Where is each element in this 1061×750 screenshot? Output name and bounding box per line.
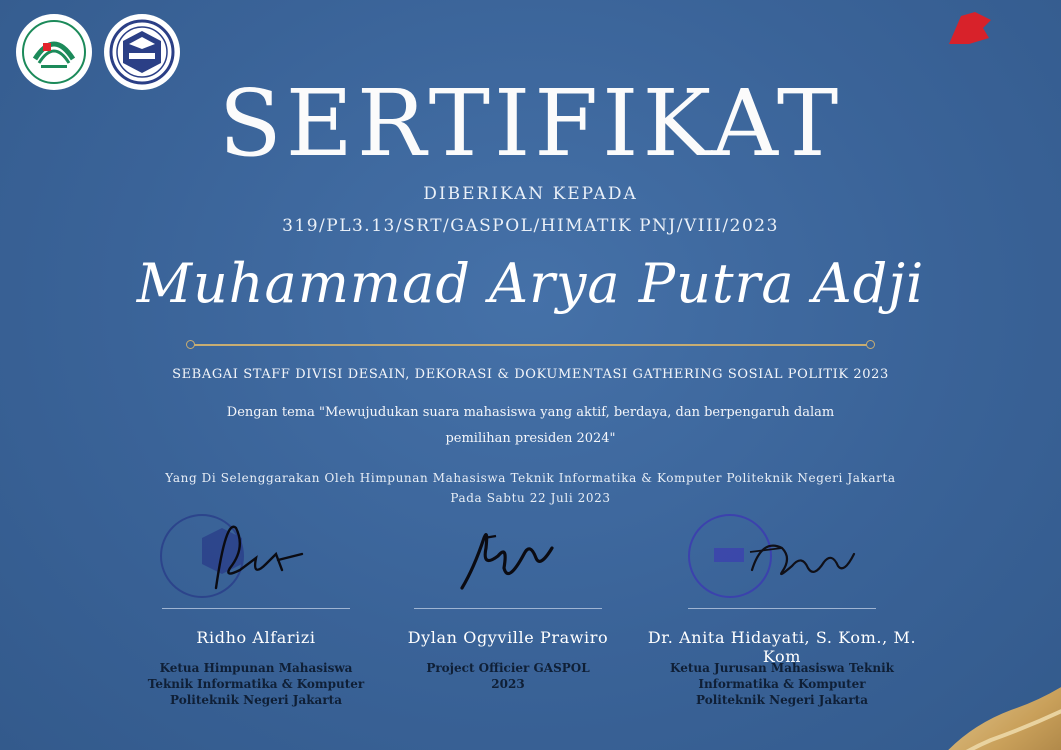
underline-dot-right [866, 340, 875, 349]
signature-scribble-icon [358, 508, 658, 604]
recipient-role: SEBAGAI STAFF DIVISI DESAIN, DEKORASI & DOKUMENTASI GATHERING SOSIAL POLITIK 2023 [172, 367, 889, 382]
signature-block-project-officer [358, 508, 658, 691]
signature-art [632, 508, 932, 604]
gaspol-logo [893, 8, 1043, 70]
signer-title: Ketua Jurusan Mahasiswa Teknik Informatika & Komputer Politeknik Negeri Jakarta [670, 661, 894, 707]
signature-line [162, 608, 350, 609]
name-underline [190, 344, 870, 346]
theme-line-2: pemilihan presiden 2024" [445, 431, 616, 446]
event-theme [180, 400, 881, 452]
underline-dot-left [186, 340, 195, 349]
signer-name: Dylan Ogyville Prawiro [407, 628, 609, 647]
gold-ribbon-decoration [861, 620, 1061, 750]
signature-scribble-icon [632, 508, 932, 604]
recipient-name: Muhammad Arya Putra Adji [136, 252, 925, 315]
given-to-label: DIBERIKAN KEPADA [423, 184, 638, 204]
signature-line [414, 608, 602, 609]
signer-title: Ketua Himpunan Mahasiswa Teknik Informatika & Komputer Politeknik Negeri Jakarta [147, 661, 365, 707]
signature-art [358, 508, 658, 604]
organizer-text [0, 468, 1061, 508]
signer-title: Project Officier GASPOL 2023 [426, 661, 590, 691]
theme-line-1: Dengan tema "Mewujudukan suara mahasiswa yang aktif, berdaya, dan berpengaruh dalam [226, 405, 835, 420]
organizer-line-2: Pada Sabtu 22 Juli 2023 [450, 491, 611, 505]
signer-name: Dr. Anita Hidayati, S. Kom., M. Kom [647, 628, 917, 666]
certificate-title: SERTIFIKAT [218, 70, 843, 177]
signature-line [688, 608, 876, 609]
signer-name: Ridho Alfarizi [196, 628, 316, 647]
gaspol-flame-icon [939, 8, 999, 48]
organizer-line-1: Yang Di Selenggarakan Oleh Himpunan Mahasiswa Teknik Informatika & Komputer Politeknik Negeri Jakarta [165, 471, 896, 485]
signature-block-head-of-department [632, 508, 932, 707]
certificate-number: 319/PL3.13/SRT/GASPOL/HIMATIK PNJ/VIII/2023 [282, 216, 779, 236]
